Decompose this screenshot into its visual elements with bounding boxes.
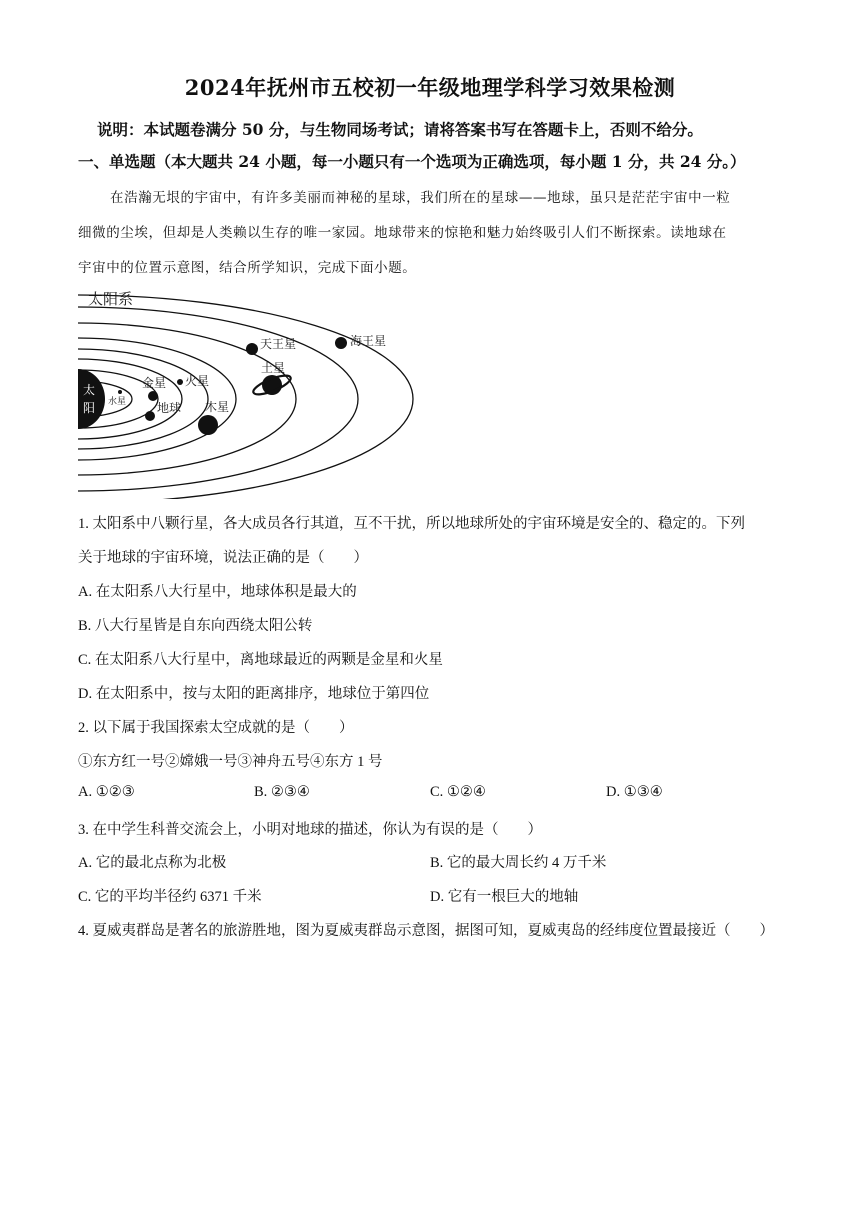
exam-title: 2024年抚州市五校初一年级地理学科学习效果检测 (184, 75, 676, 100)
question-1-stem-line-1: 1. 太阳系中八颗行星，各大成员各行其道，互不干扰，所以地球所处的宇宙环境是安全的、稳定的。下列 (78, 516, 745, 532)
mars (177, 379, 183, 385)
question-1-option-a[interactable]: A. 在太阳系八大行星中，地球体积是最大的 (78, 584, 357, 600)
question-3-stem: 3. 在中学生科普交流会上，小明对地球的描述，你认为有误的是（ ） (78, 822, 542, 838)
saturn-label: 土星 (261, 361, 286, 375)
venus (148, 391, 158, 401)
jupiter-label: 木星 (205, 400, 230, 414)
neptune (335, 337, 347, 349)
uranus-label: 天王星 (260, 337, 297, 351)
diagram-title: 太阳系 (88, 290, 134, 308)
question-3-option-b[interactable]: B. 它的最大周长约 4 万千米 (430, 855, 607, 871)
sun-label-2: 阳 (83, 401, 96, 415)
mercury (118, 390, 122, 394)
intro-line-3: 宇宙中的位置示意图，结合所学知识，完成下面小题。 (78, 260, 417, 276)
mercury-label: 水星 (108, 397, 127, 407)
exam-instructions: 说明：本试题卷满分 50 分，与生物同场考试；请将答案书写在答题卡上，否则不给分。 (97, 120, 703, 139)
mars-label: 火星 (185, 374, 210, 388)
earth (145, 411, 155, 421)
intro-line-2: 细微的尘埃，但却是人类赖以生存的唯一家园。地球带来的惊艳和魅力始终吸引人们不断探索。读地球在 (78, 225, 727, 241)
neptune-label: 海王星 (350, 334, 387, 348)
section-heading: 一、单选题（本大题共 24 小题，每一小题只有一个选项为正确选项，每小题 1 分，共 24 分。） (78, 152, 746, 171)
question-1-option-c[interactable]: C. 在太阳系八大行星中，离地球最近的两颗是金星和火星 (78, 652, 443, 668)
question-1-stem-line-2: 关于地球的宇宙环境，说法正确的是（ ） (78, 550, 368, 566)
question-2-items: ①东方红一号②嫦娥一号③神舟五号④东方 1 号 (78, 754, 383, 770)
question-2-option-c[interactable]: C. ①②④ (430, 784, 486, 800)
venus-label: 金星 (142, 376, 167, 390)
question-3-option-a[interactable]: A. 它的最北点称为北极 (78, 855, 227, 871)
sun (78, 369, 105, 429)
uranus (246, 343, 258, 355)
question-2-option-a[interactable]: A. ①②③ (78, 784, 135, 800)
earth-label: 地球 (157, 401, 182, 415)
question-1-option-d[interactable]: D. 在太阳系中，按与太阳的距离排序，地球位于第四位 (78, 686, 430, 702)
jupiter (198, 415, 218, 435)
question-2-stem: 2. 以下属于我国探索太空成就的是（ ） (78, 720, 354, 736)
intro-line-1: 在浩瀚无垠的宇宙中，有许多美丽而神秘的星球，我们所在的星球——地球，虽只是茫茫宇宙中一粒 (110, 190, 731, 206)
question-3-option-c[interactable]: C. 它的平均半径约 6371 千米 (78, 889, 262, 905)
question-2-option-d[interactable]: D. ①③④ (606, 784, 663, 800)
solar-system-diagram (78, 284, 423, 499)
question-3-option-d[interactable]: D. 它有一根巨大的地轴 (430, 889, 579, 905)
question-1-option-b[interactable]: B. 八大行星皆是自东向西绕太阳公转 (78, 618, 313, 634)
question-4-stem: 4. 夏威夷群岛是著名的旅游胜地，图为夏威夷群岛示意图，据图可知，夏威夷岛的经纬度位置最接近（ ） (78, 923, 774, 939)
question-2-option-b[interactable]: B. ②③④ (254, 784, 310, 800)
sun-label-1: 太 (83, 383, 96, 397)
